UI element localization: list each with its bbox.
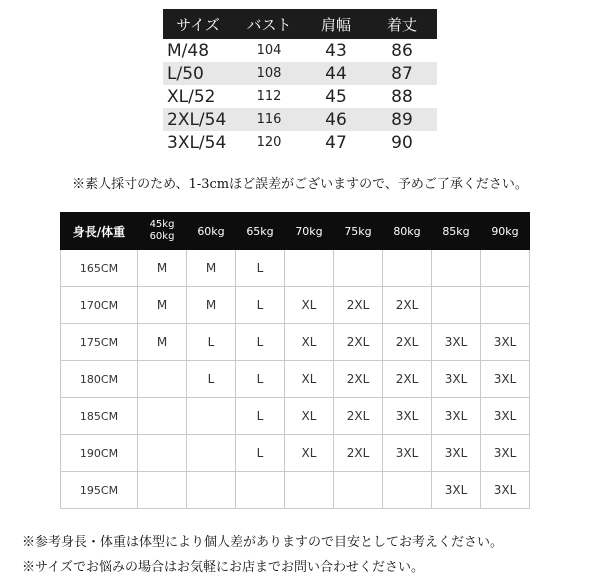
contact-note: ※サイズでお悩みの場合はお気軽にお店までお問い合わせください。 bbox=[22, 560, 424, 575]
height-label: 185CM bbox=[61, 398, 138, 435]
size-cell: XL bbox=[285, 361, 334, 398]
size-label: 3XL/54 bbox=[167, 132, 227, 153]
size-cell: L bbox=[236, 250, 285, 287]
size-row bbox=[163, 108, 437, 131]
reference-note: ※参考身長・体重は体型により個人差がありますので目安としてお考えください。 bbox=[22, 535, 504, 550]
size-cell: M bbox=[138, 250, 187, 287]
height-weight-size-guide bbox=[60, 212, 530, 509]
size-cell: L bbox=[236, 287, 285, 324]
header-bust: バスト bbox=[233, 9, 305, 39]
size-cell: L bbox=[187, 324, 236, 361]
size-measurement-table bbox=[163, 9, 437, 154]
size-cell bbox=[334, 472, 383, 509]
size-cell: 3XL bbox=[383, 398, 432, 435]
size-cell: 3XL bbox=[432, 472, 481, 509]
size-cell bbox=[285, 472, 334, 509]
guide-row bbox=[61, 250, 530, 287]
size-cell bbox=[383, 250, 432, 287]
size-row bbox=[163, 62, 437, 85]
bust-value: 108 bbox=[233, 62, 305, 85]
height-label: 170CM bbox=[61, 287, 138, 324]
guide-row bbox=[61, 324, 530, 361]
size-cell bbox=[187, 472, 236, 509]
guide-row bbox=[61, 361, 530, 398]
size-cell: 2XL bbox=[383, 361, 432, 398]
size-cell: 3XL bbox=[481, 435, 530, 472]
size-cell: XL bbox=[285, 324, 334, 361]
header-length: 着丈 bbox=[367, 9, 437, 39]
size-cell: 3XL bbox=[481, 324, 530, 361]
weight-header-line: 45kg bbox=[149, 219, 175, 230]
size-cell: L bbox=[236, 398, 285, 435]
measurement-note: ※素人採寸のため、1-3cmほど誤差がございますので、予めご了承ください。 bbox=[72, 177, 528, 192]
size-cell: 2XL bbox=[334, 287, 383, 324]
guide-row bbox=[61, 472, 530, 509]
size-cell: XL bbox=[285, 287, 334, 324]
size-cell bbox=[138, 398, 187, 435]
size-cell: 3XL bbox=[432, 361, 481, 398]
shoulder-value: 45 bbox=[325, 86, 347, 107]
weight-header: 65kg bbox=[236, 213, 285, 250]
height-label: 175CM bbox=[61, 324, 138, 361]
length-value: 88 bbox=[391, 86, 413, 107]
size-cell: 3XL bbox=[432, 324, 481, 361]
size-cell: M bbox=[138, 324, 187, 361]
size-row bbox=[163, 131, 437, 154]
shoulder-value: 43 bbox=[325, 40, 347, 61]
shoulder-value: 46 bbox=[305, 108, 367, 131]
size-label: M/48 bbox=[167, 40, 210, 61]
size-cell: 2XL bbox=[334, 398, 383, 435]
size-row bbox=[163, 85, 437, 108]
size-cell bbox=[481, 287, 530, 324]
size-cell bbox=[334, 250, 383, 287]
size-cell bbox=[138, 472, 187, 509]
size-cell: M bbox=[187, 287, 236, 324]
length-value: 90 bbox=[391, 132, 413, 153]
length-value: 87 bbox=[367, 62, 437, 85]
size-cell: M bbox=[138, 287, 187, 324]
guide-row bbox=[61, 435, 530, 472]
bust-value: 104 bbox=[256, 43, 282, 58]
size-cell: L bbox=[236, 435, 285, 472]
header-shoulder: 肩幅 bbox=[305, 9, 367, 39]
size-cell: 2XL bbox=[383, 287, 432, 324]
size-cell: 3XL bbox=[481, 472, 530, 509]
size-cell: 2XL bbox=[334, 435, 383, 472]
size-cell: M bbox=[187, 250, 236, 287]
size-label: L/50 bbox=[163, 62, 233, 85]
size-cell: 3XL bbox=[481, 398, 530, 435]
height-label: 190CM bbox=[61, 435, 138, 472]
weight-header bbox=[138, 213, 187, 250]
bust-value: 112 bbox=[256, 89, 282, 104]
size-cell bbox=[138, 435, 187, 472]
guide-row bbox=[61, 398, 530, 435]
bust-value: 120 bbox=[256, 135, 282, 150]
length-value: 89 bbox=[367, 108, 437, 131]
corner-label: 身長/体重 bbox=[61, 213, 138, 250]
size-label: XL/52 bbox=[167, 86, 216, 107]
size-cell: 2XL bbox=[334, 361, 383, 398]
size-cell: XL bbox=[285, 398, 334, 435]
size-cell bbox=[383, 472, 432, 509]
length-value: 86 bbox=[391, 40, 413, 61]
size-cell bbox=[187, 398, 236, 435]
size-cell: L bbox=[236, 324, 285, 361]
size-cell: XL bbox=[285, 435, 334, 472]
size-cell: 3XL bbox=[432, 435, 481, 472]
size-cell: 3XL bbox=[432, 398, 481, 435]
size-table-header-row bbox=[163, 9, 437, 39]
size-cell bbox=[432, 250, 481, 287]
guide-header-row bbox=[61, 213, 530, 250]
weight-header: 80kg bbox=[383, 213, 432, 250]
bust-value: 116 bbox=[233, 108, 305, 131]
size-cell bbox=[236, 472, 285, 509]
size-cell: 3XL bbox=[481, 361, 530, 398]
weight-header: 75kg bbox=[334, 213, 383, 250]
size-cell bbox=[432, 287, 481, 324]
size-cell: 3XL bbox=[383, 435, 432, 472]
size-cell bbox=[187, 435, 236, 472]
weight-header: 60kg bbox=[187, 213, 236, 250]
size-cell: 2XL bbox=[383, 324, 432, 361]
size-cell: L bbox=[236, 361, 285, 398]
size-cell bbox=[138, 361, 187, 398]
weight-header: 90kg bbox=[481, 213, 530, 250]
header-size: サイズ bbox=[163, 9, 233, 39]
height-label: 195CM bbox=[61, 472, 138, 509]
size-cell bbox=[285, 250, 334, 287]
shoulder-value: 47 bbox=[325, 132, 347, 153]
size-cell: L bbox=[187, 361, 236, 398]
height-label: 180CM bbox=[61, 361, 138, 398]
guide-row bbox=[61, 287, 530, 324]
size-cell bbox=[481, 250, 530, 287]
size-label: 2XL/54 bbox=[163, 108, 233, 131]
size-row bbox=[163, 39, 437, 62]
shoulder-value: 44 bbox=[305, 62, 367, 85]
weight-header: 70kg bbox=[285, 213, 334, 250]
size-cell: 2XL bbox=[334, 324, 383, 361]
weight-header-line: 60kg bbox=[149, 231, 175, 242]
weight-header: 85kg bbox=[432, 213, 481, 250]
height-label: 165CM bbox=[61, 250, 138, 287]
